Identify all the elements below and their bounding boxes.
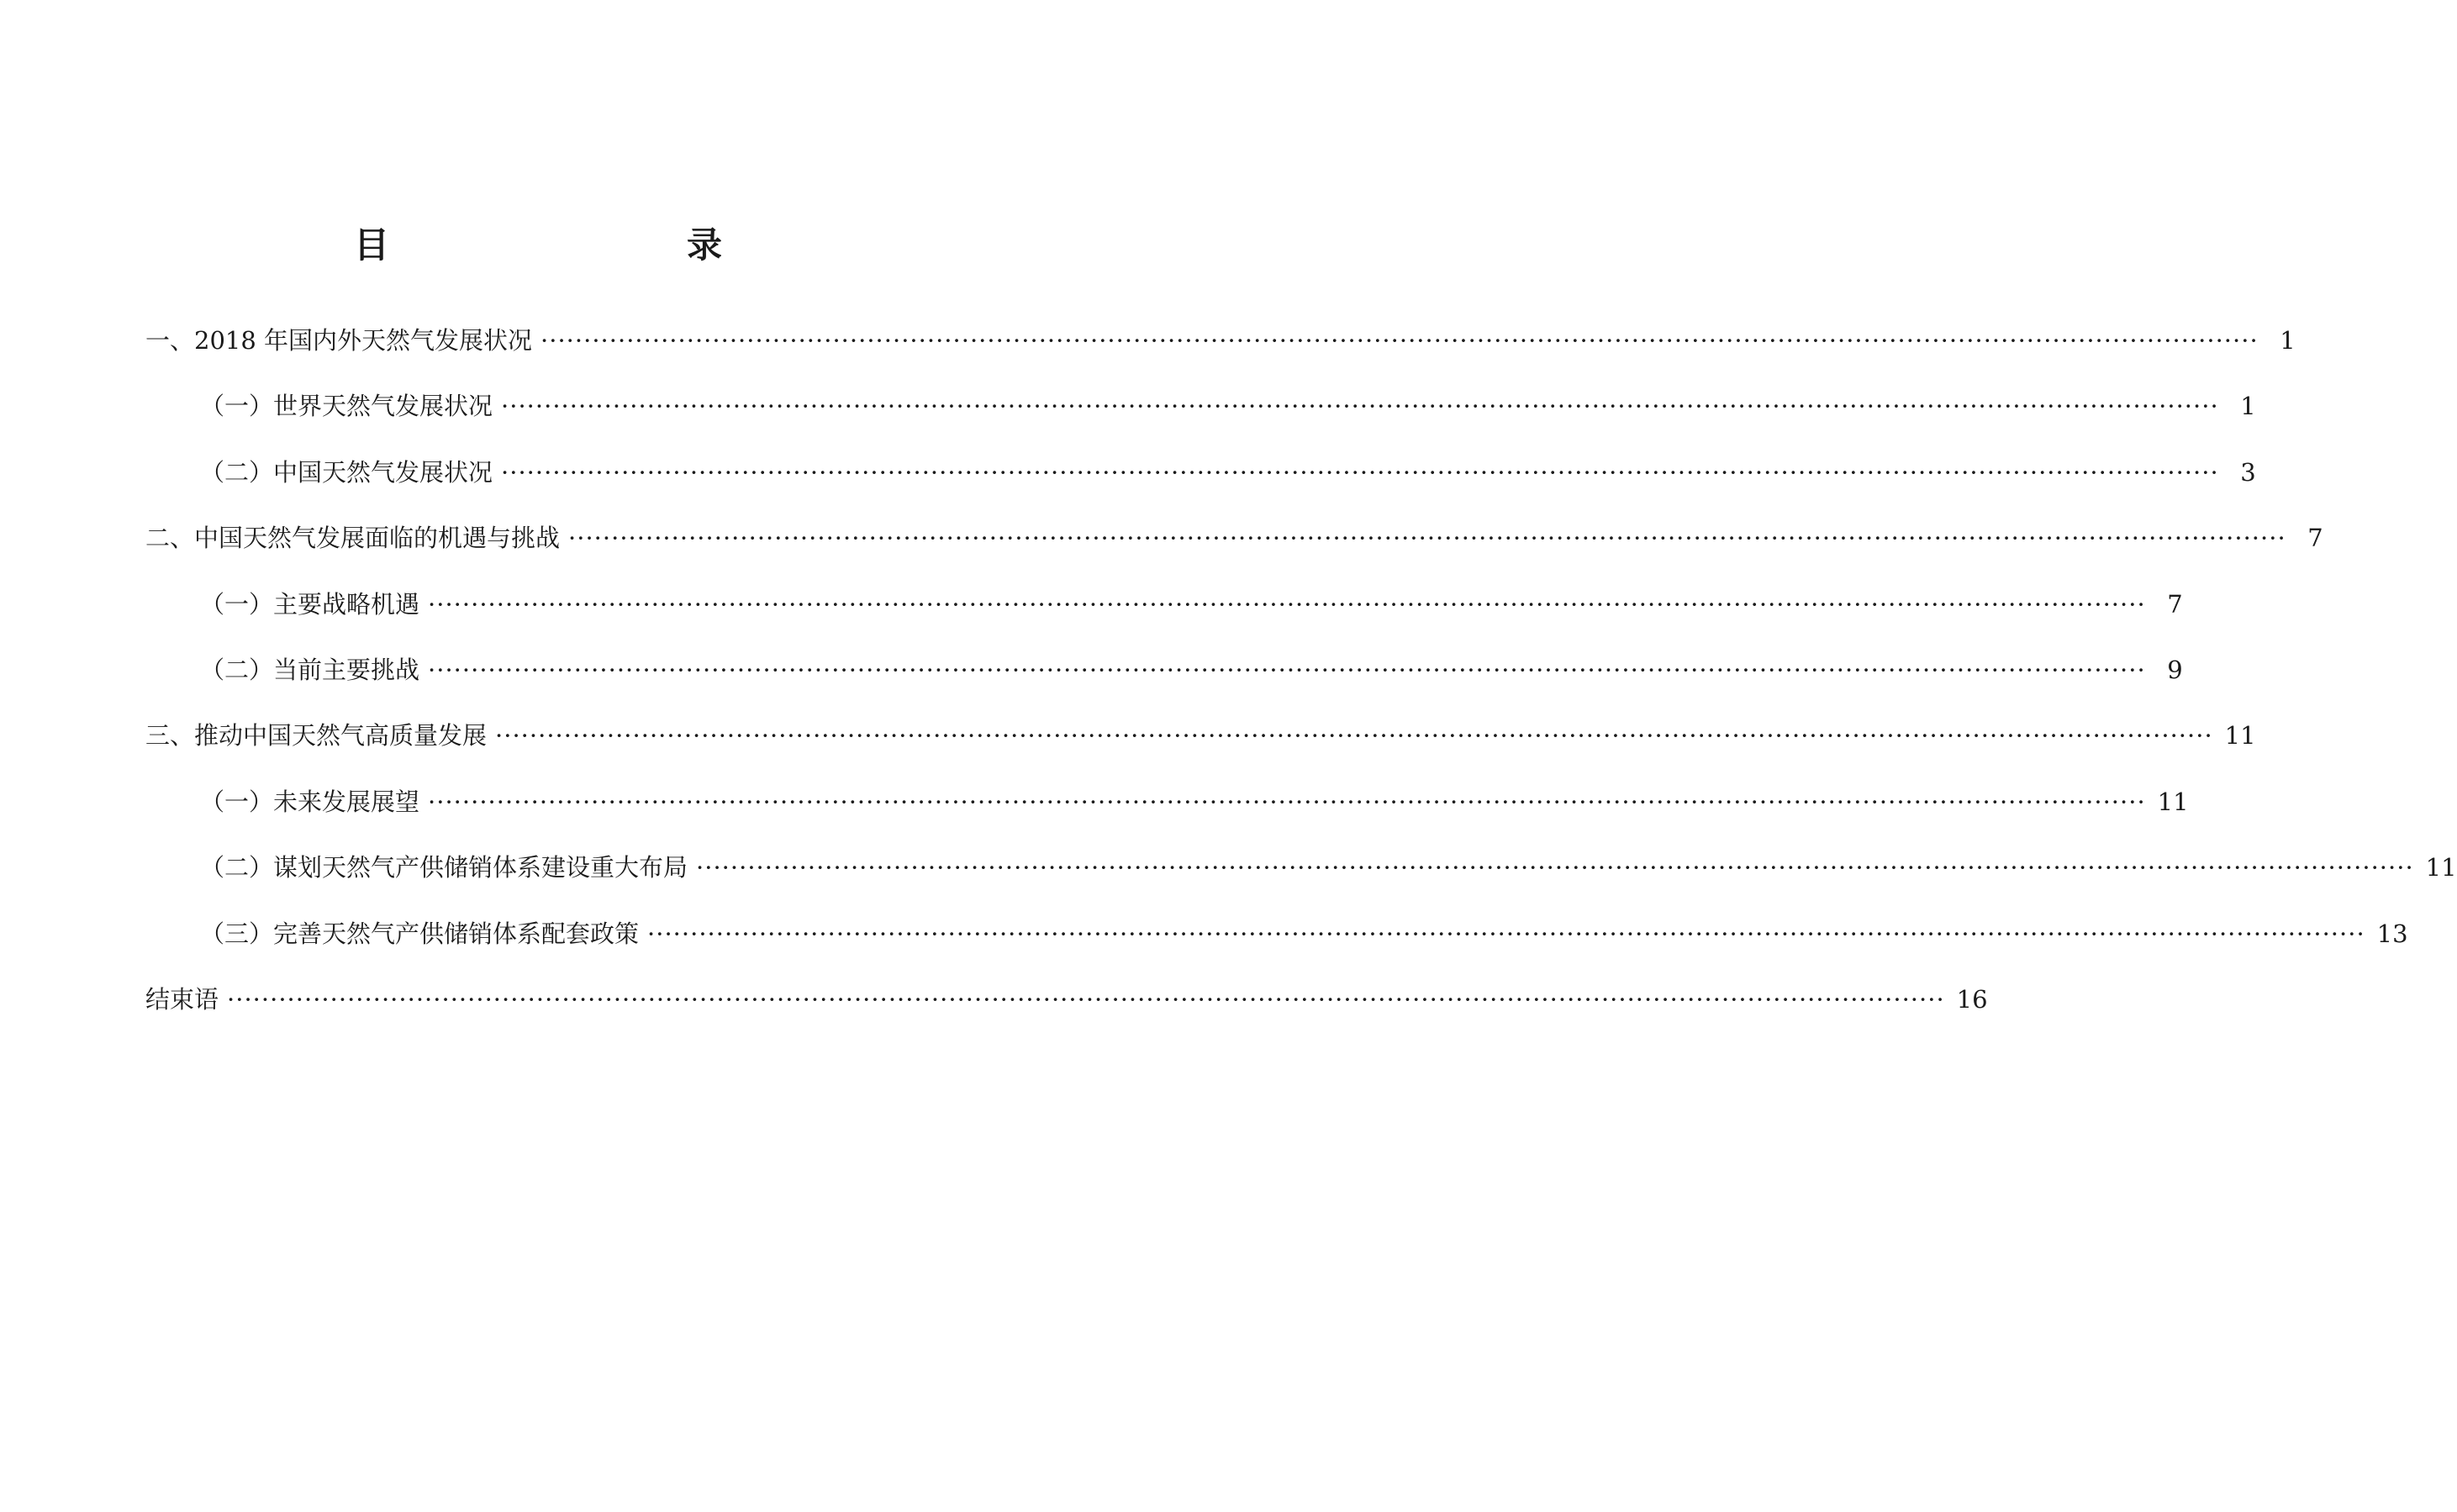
toc-entry-page: 16 xyxy=(1956,984,1988,1014)
toc-entry-text: 三、推动中国天然气高质量发展 xyxy=(145,721,488,751)
toc-entry-text: （二）谋划天然气产供储销体系建设重大布局 xyxy=(200,853,688,882)
toc-entry[interactable] xyxy=(145,917,2408,983)
toc-entry-text: （一）未来发展展望 xyxy=(200,787,420,816)
toc-leader-dots: ········································································································································································································ xyxy=(428,655,2146,684)
toc-entry[interactable] xyxy=(145,983,1988,1048)
toc-entry-page: 3 xyxy=(2240,457,2256,487)
toc-entry-page: 11 xyxy=(2224,721,2256,751)
toc-entry-page: 11 xyxy=(2157,787,2189,816)
toc-entry[interactable] xyxy=(145,785,2189,851)
page-title: 目 录 xyxy=(353,224,798,266)
toc-entry[interactable] xyxy=(145,719,2256,784)
toc-leader-dots: ········································································································································································································ xyxy=(696,853,2414,882)
toc-entry[interactable] xyxy=(145,587,2183,653)
toc-entry-page: 11 xyxy=(2425,853,2457,882)
toc-entry[interactable] xyxy=(145,324,2296,389)
toc-entry-text: （二）中国天然气发展状况 xyxy=(200,457,493,487)
toc-entry[interactable] xyxy=(145,851,2457,916)
toc-leader-dots: ········································································································································································································ xyxy=(501,392,2219,421)
toc-leader-dots: ········································································································································································································ xyxy=(428,787,2146,816)
toc-entry[interactable] xyxy=(145,653,2183,719)
toc-leader-dots: ········································································································································································································ xyxy=(428,589,2146,619)
toc-entry[interactable] xyxy=(145,456,2256,521)
toc-leader-dots: ········································································································································································································ xyxy=(495,721,2213,751)
toc-leader-dots: ········································································································································································································ xyxy=(501,457,2219,487)
toc-entry-text: （二）当前主要挑战 xyxy=(200,655,420,684)
toc-leader-dots: ········································································································································································································ xyxy=(540,326,2259,355)
toc-entry-page: 7 xyxy=(2307,524,2323,553)
toc-entry-page: 1 xyxy=(2240,392,2256,421)
toc-entry-page: 1 xyxy=(2280,326,2296,355)
toc-entry-page: 9 xyxy=(2167,655,2183,684)
table-of-contents xyxy=(145,324,2457,1048)
toc-leader-dots: ········································································································································································································ xyxy=(568,524,2286,553)
toc-entry-text: （一）世界天然气发展状况 xyxy=(200,392,493,421)
toc-entry-text: 一、2018 年国内外天然气发展状况 xyxy=(145,326,533,355)
toc-entry-text: （一）主要战略机遇 xyxy=(200,589,420,619)
toc-entry-text: 二、中国天然气发展面临的机遇与挑战 xyxy=(145,524,561,553)
toc-leader-dots: ········································································································································································································ xyxy=(647,919,2365,948)
toc-entry-text: （三）完善天然气产供储销体系配套政策 xyxy=(200,919,640,948)
toc-entry-text: 结束语 xyxy=(145,984,219,1014)
toc-entry[interactable] xyxy=(145,521,2323,587)
toc-entry-page: 7 xyxy=(2167,589,2183,619)
toc-entry-page: 13 xyxy=(2376,919,2408,948)
toc-entry[interactable] xyxy=(145,389,2256,455)
toc-leader-dots: ········································································································································································································ xyxy=(227,984,1945,1014)
